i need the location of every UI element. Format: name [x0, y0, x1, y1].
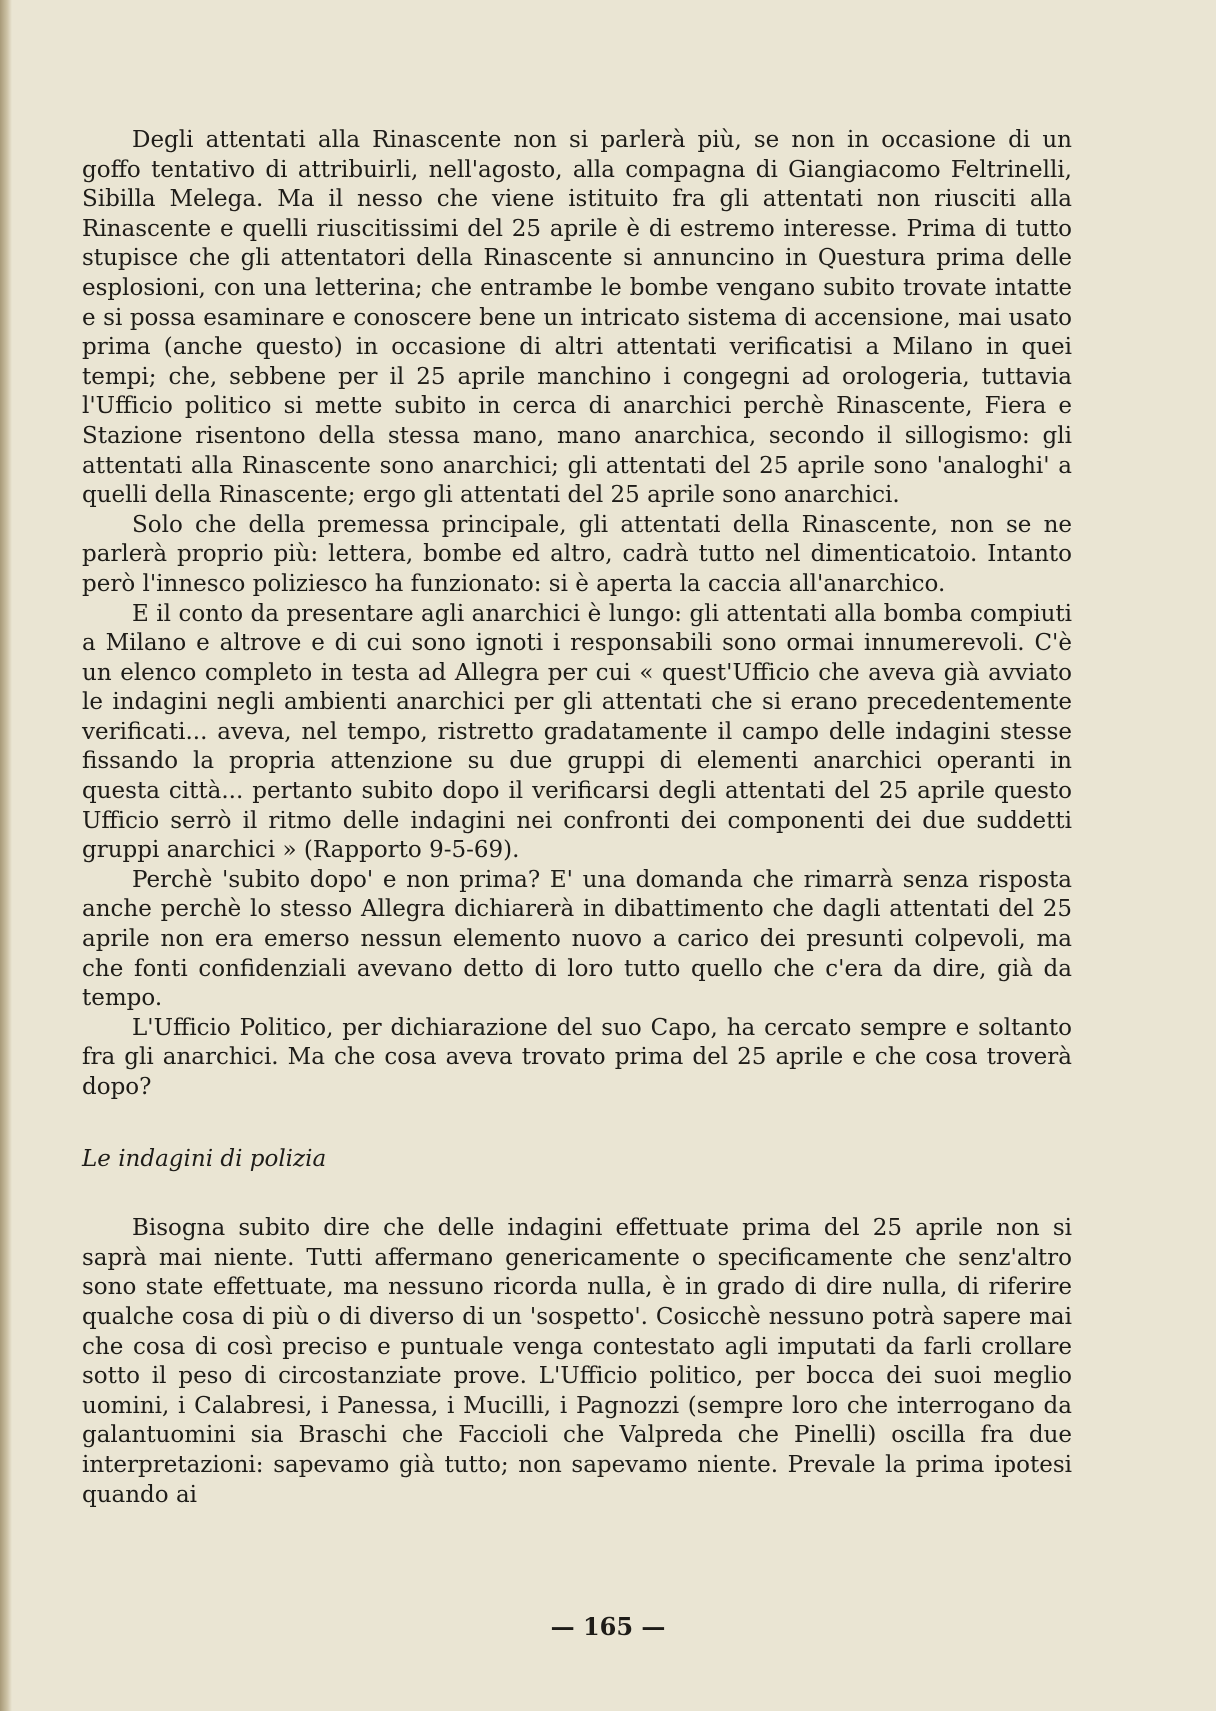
paragraph: Degli attentati alla Rinascente non si parlerà più, se non in occasione di un goffo tentativo di attribuirli, nell'agosto, alla compagna di Giangiacomo Feltrinelli, Sibilla Melega. Ma il nesso che viene istituito fra gli attentati non riusciti alla Rinascente e quelli riuscitissimi del 25 aprile è di estremo interesse. Prima di tutto stupisce che gli attentatori della Rinascente si annuncino in Questura prima delle esplosioni, con una letterina; che entrambe le bombe vengano subito trovate intatte e si possa esaminare e conoscere bene un intricato sistema di accensione, mai usato prima (anche questo) in occasione di altri attentati verificatisi a Milano in quei tempi; che, sebbene per il 25 aprile manchino i congegni ad orologeria, tuttavia l'Ufficio politico si mette subito in cerca di anarchici perchè Rinascente, Fiera e Stazione risentono della stessa mano, mano anarchica, secondo il sillogismo: gli attentati alla Rinascente sono anarchici; gli attentati del 25 aprile sono 'analoghi' a quelli della Rinascente; ergo gli attentati del 25 aprile sono anarchici. [82, 127, 1072, 509]
section-heading: Le indagini di polizia [82, 1145, 327, 1172]
paragraph: L'Ufficio Politico, per dichiarazione del suo Capo, ha cercato sempre e soltanto fra gli anarchici. Ma che cosa aveva trovato prima del 25 aprile e che cosa troverà dopo? [82, 1014, 1072, 1100]
text-column [82, 126, 1072, 1510]
paragraph: Solo che della premessa principale, gli attentati della Rinascente, non se ne parlerà proprio più: lettera, bombe ed altro, cadrà tutto nel dimenticatoio. Intanto però l'innesco poliziesco ha funzionato: si è aperta la caccia all'anarchico. [82, 511, 1072, 597]
paragraph: Perchè 'subito dopo' e non prima? E' una domanda che rimarrà senza risposta anche perchè lo stesso Allegra dichiarerà in dibattimento che dagli attentati del 25 aprile non era emerso nessun elemento nuovo a carico dei presunti colpevoli, ma che fonti confidenziali avevano detto di loro tutto quello che c'era da dire, già da tempo. [82, 866, 1072, 1012]
page-number: — 165 — [550, 1612, 666, 1641]
page-binding-edge [0, 0, 12, 1711]
paragraph: Bisogna subito dire che delle indagini effettuate prima del 25 aprile non si saprà mai niente. Tutti affermano genericamente o specificamente che senz'altro sono state effettuate, ma nessuno ricorda nulla, è in grado di dire nulla, di riferire qualche cosa di più o di diverso di un 'sospetto'. Cosicchè nessuno potrà sapere mai che cosa di così preciso e puntuale venga contestato agli imputati da farli crollare sotto il peso di circostanziate prove. L'Ufficio politico, per bocca dei suoi meglio uomini, i Calabresi, i Panessa, i Mucilli, i Pagnozzi (sempre loro che interrogano da galantuomini sia Braschi che Faccioli che Valpreda che Pinelli) oscilla fra due interpretazioni: sapevamo già tutto; non sapevamo niente. Prevale la prima ipotesi quando ai [82, 1215, 1072, 1508]
paragraph: E il conto da presentare agli anarchici è lungo: gli attentati alla bomba compiuti a Milano e altrove e di cui sono ignoti i responsabili sono ormai innumerevoli. C'è un elenco completo in testa ad Allegra per cui « quest'Ufficio che aveva già avviato le indagini negli ambienti anarchici per gli attentati che si erano precedentemente verificati... aveva, nel tempo, ristretto gradatamente il campo delle indagini stesse fissando la propria attenzione su due gruppi di elementi anarchici operanti in questa città... pertanto subito dopo il verificarsi degli attentati del 25 aprile questo Ufficio serrò il ritmo delle indagini nei confronti dei componenti dei due suddetti gruppi anarchici » (Rapporto 9-5-69). [82, 600, 1072, 864]
